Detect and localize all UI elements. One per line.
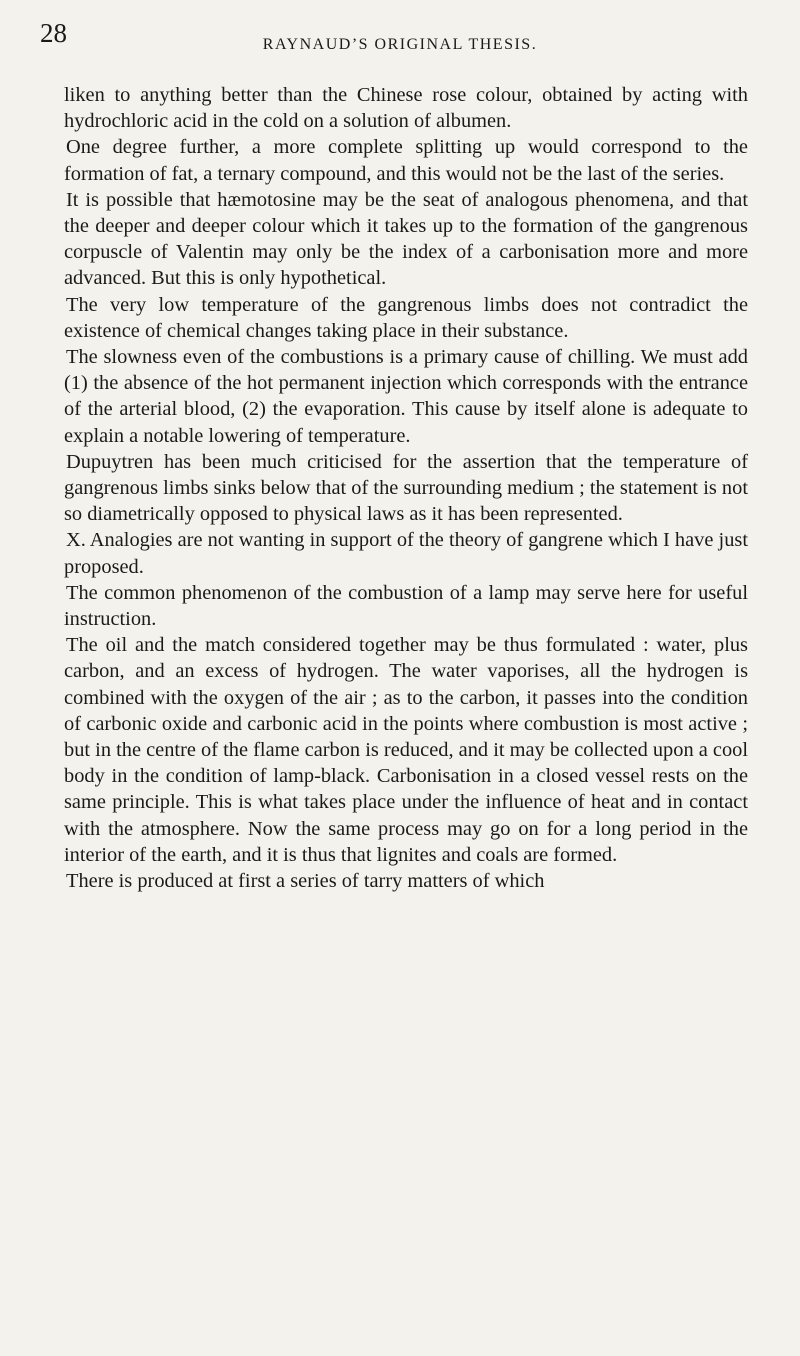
page-header (40, 16, 760, 60)
paragraph-3: It is possible that hæmotosine may be the seat of analogous phenomena, and that the deeper and deeper colour which it takes up to the formation of the gangrenous corpuscle of Valentin may only be the index of a carbonisation more and more advanced. But this is only hypothetical. (64, 188, 748, 290)
paragraph-1: liken to anything better than the Chinese rose colour, obtained by acting with hydrochloric acid in the cold on a solution of albumen. (64, 84, 748, 133)
body-text (64, 82, 748, 894)
paragraph-10: There is produced at first a series of tarry matters of which (66, 870, 545, 893)
running-title: RAYNAUD’S ORIGINAL THESIS. (262, 36, 538, 53)
paragraph-7: X. Analogies are not wanting in support of the theory of gangrene which I have just proposed. (64, 529, 748, 578)
paragraph-8: The common phenomenon of the combustion of a lamp may serve here for useful instruction. (64, 581, 748, 631)
paragraph-9: The oil and the match considered together may be thus formulated : water, plus carbon, and an excess of hydrogen. The water vaporises, all the hydrogen is combined with the oxygen of the air ; as to the carbon, it passes into the condition of carbonic oxide and carbonic acid in the points where combustion is most active ; but in the centre of the flame carbon is reduced, and it may be collected upon a cool body in the condition of lamp-black. Carbonisation in a closed vessel rests on the same principle. This is what takes place under the influence of heat and in contact with the atmosphere. Now the same process may go on for a long period in the interior of the earth, and it is thus that lignites and coals are formed. (64, 634, 748, 866)
page-number: 28 (40, 18, 67, 48)
paragraph-5: The slowness even of the combustions is a primary cause of chilling. We must add (1) the absence of the hot permanent injection which corresponds with the entrance of the arterial blood, (2) the evaporation. This cause by itself alone is adequate to explain a notable lowering of temperature. (64, 346, 748, 447)
paragraph-6: Dupuytren has been much criticised for the assertion that the temperature of gangrenous limbs sinks below that of the surrounding medium ; the statement is not so diametrically opposed to physical laws as it has been represented. (64, 450, 748, 526)
paragraph-4: The very low temperature of the gangrenous limbs does not contradict the existence of chemical changes taking place in their substance. (64, 293, 748, 342)
paragraph-2: One degree further, a more complete splitting up would correspond to the formation of fat, a ternary compound, and this would not be the last of the series. (64, 136, 748, 185)
